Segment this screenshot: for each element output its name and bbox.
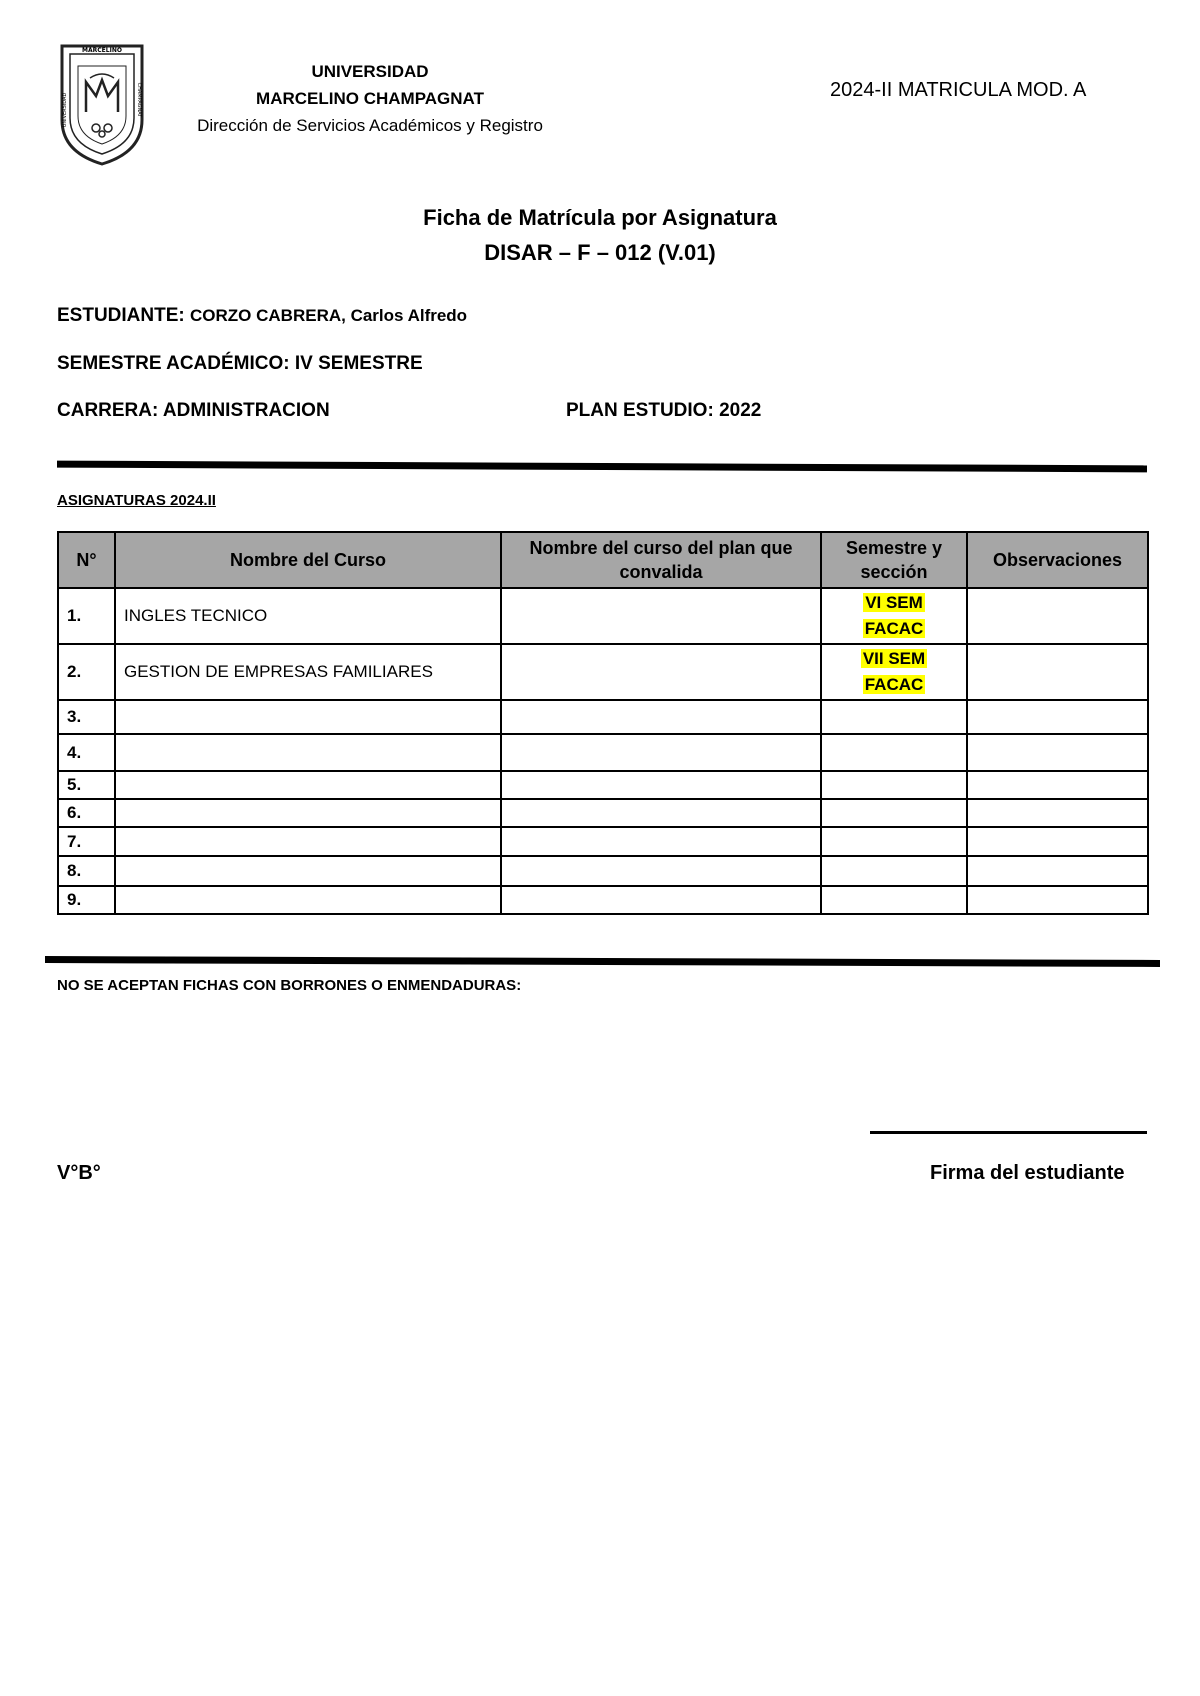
header-observations: Observaciones xyxy=(967,532,1148,588)
row-number: 1. xyxy=(58,588,115,644)
convalida-cell xyxy=(501,771,821,799)
department-name: Dirección de Servicios Académicos y Registro xyxy=(197,116,543,135)
student-label: ESTUDIANTE: xyxy=(57,305,185,326)
signature-line xyxy=(870,1131,1147,1134)
course-name xyxy=(115,771,501,799)
table-row xyxy=(58,856,1148,886)
student-field xyxy=(57,305,467,327)
university-name-line1: UNIVERSIDAD xyxy=(311,62,429,81)
university-name-line2: MARCELINO CHAMPAGNAT xyxy=(256,89,484,108)
semester-section-cell xyxy=(821,827,967,856)
semester-value: IV SEMESTRE xyxy=(294,353,423,374)
convalida-cell xyxy=(501,734,821,771)
row-number: 7. xyxy=(58,827,115,856)
semester-section-cell xyxy=(821,886,967,914)
semester-value-highlight: VI SEM xyxy=(865,593,923,612)
semester-section-cell xyxy=(821,856,967,886)
course-name xyxy=(115,856,501,886)
observations-cell xyxy=(967,700,1148,734)
row-number: 8. xyxy=(58,856,115,886)
table-row xyxy=(58,827,1148,856)
semester-section-cell xyxy=(821,771,967,799)
divider-top xyxy=(57,461,1147,473)
semester-section-cell xyxy=(821,799,967,827)
semester-section-cell xyxy=(821,588,967,644)
convalida-cell xyxy=(501,644,821,700)
plan-label: PLAN ESTUDIO: xyxy=(566,400,714,421)
convalida-cell xyxy=(501,700,821,734)
header-convalida: Nombre del curso del plan que convalida xyxy=(501,532,821,588)
semester-section-cell xyxy=(821,644,967,700)
observations-cell xyxy=(967,827,1148,856)
observations-cell xyxy=(967,734,1148,771)
row-number: 4. xyxy=(58,734,115,771)
courses-section-title: ASIGNATURAS 2024.II xyxy=(57,492,216,509)
table-header-row xyxy=(58,532,1148,588)
header-course-name: Nombre del Curso xyxy=(115,532,501,588)
table-row xyxy=(58,700,1148,734)
semester-field xyxy=(57,353,423,375)
course-name xyxy=(115,734,501,771)
table-row xyxy=(58,771,1148,799)
career-label: CARRERA: xyxy=(57,400,159,421)
table-row xyxy=(58,734,1148,771)
observations-cell xyxy=(967,588,1148,644)
courses-table xyxy=(57,531,1149,915)
university-header xyxy=(150,58,590,139)
course-name: INGLES TECNICO xyxy=(115,588,501,644)
row-number: 9. xyxy=(58,886,115,914)
row-number: 3. xyxy=(58,700,115,734)
section-value-highlight: FACAC xyxy=(864,675,924,694)
header-semester-section: Semestre y sección xyxy=(821,532,967,588)
svg-text:CHAMPAGNAT: CHAMPAGNAT xyxy=(136,82,142,118)
approval-label: V°B° xyxy=(57,1162,101,1184)
observations-cell xyxy=(967,771,1148,799)
svg-text:UNIVERSIDAD: UNIVERSIDAD xyxy=(62,92,68,128)
observations-cell xyxy=(967,856,1148,886)
observations-cell xyxy=(967,644,1148,700)
convalida-cell xyxy=(501,588,821,644)
table-row xyxy=(58,886,1148,914)
period-label: 2024-II MATRICULA MOD. A xyxy=(830,79,1087,101)
course-name xyxy=(115,827,501,856)
divider-bottom xyxy=(45,956,1160,967)
semester-value-highlight: VII SEM xyxy=(862,649,926,668)
row-number: 6. xyxy=(58,799,115,827)
footer-note: NO SE ACEPTAN FICHAS CON BORRONES O ENMENDADURAS: xyxy=(57,977,522,994)
signature-label: Firma del estudiante xyxy=(930,1162,1125,1184)
university-seal-logo xyxy=(56,40,148,168)
convalida-cell xyxy=(501,799,821,827)
career-field xyxy=(57,400,330,422)
course-name xyxy=(115,886,501,914)
svg-text:MARCELINO: MARCELINO xyxy=(82,47,122,54)
document-title xyxy=(0,200,1200,270)
plan-value: 2022 xyxy=(719,400,762,421)
semester-section-cell xyxy=(821,700,967,734)
table-row xyxy=(58,799,1148,827)
semester-section-cell xyxy=(821,734,967,771)
observations-cell xyxy=(967,886,1148,914)
course-name xyxy=(115,799,501,827)
course-name: GESTION DE EMPRESAS FAMILIARES xyxy=(115,644,501,700)
plan-field xyxy=(566,400,761,422)
observations-cell xyxy=(967,799,1148,827)
header-number: N° xyxy=(58,532,115,588)
convalida-cell xyxy=(501,856,821,886)
table-row xyxy=(58,588,1148,644)
career-value: ADMINISTRACION xyxy=(162,400,330,421)
course-name xyxy=(115,700,501,734)
section-value-highlight: FACAC xyxy=(864,619,924,638)
convalida-cell xyxy=(501,886,821,914)
student-name: CORZO CABRERA, Carlos Alfredo xyxy=(190,306,468,325)
table-row xyxy=(58,644,1148,700)
row-number: 2. xyxy=(58,644,115,700)
row-number: 5. xyxy=(58,771,115,799)
title-line2: DISAR – F – 012 (V.01) xyxy=(484,240,716,265)
title-line1: Ficha de Matrícula por Asignatura xyxy=(423,205,777,230)
semester-label: SEMESTRE ACADÉMICO: xyxy=(57,353,290,374)
convalida-cell xyxy=(501,827,821,856)
